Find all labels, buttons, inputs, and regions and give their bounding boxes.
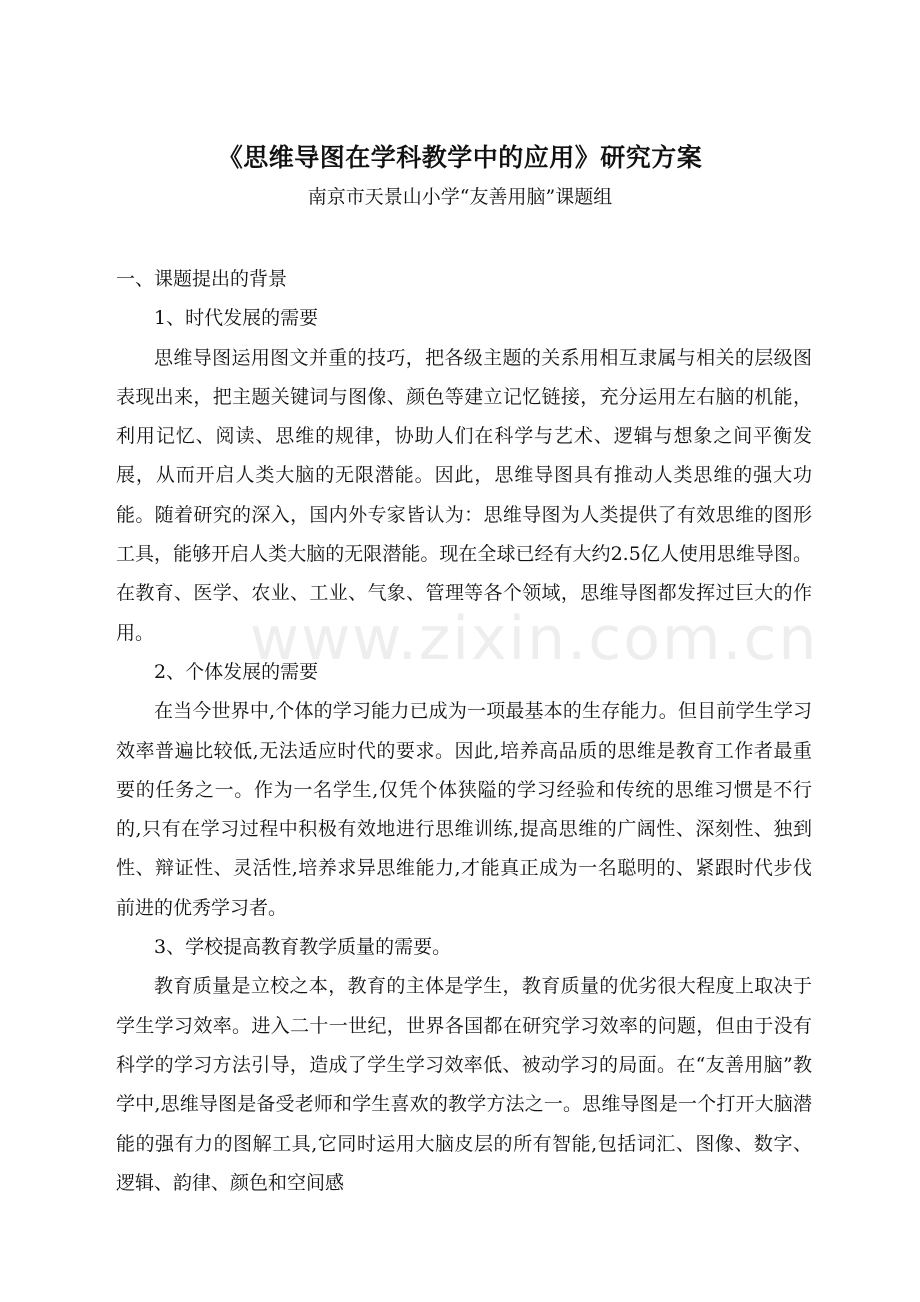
paragraph-school-quality: 教育质量是立校之本，教育的主体是学生，教育质量的优劣很大程度上取决于学生学习效率。进入二十一世纪，世界各国都在研究学习效率的问题，但由于没有科学的学习方法引导，造成了学生学习效率低、被动学习的局面。在“友善用脑”教学中,思维导图是备受老师和学生喜欢的教学方法之一。思维导图是一个打开大脑潜能的强有力的图解工具,它同时运用大脑皮层的所有智能,包括词汇、图像、数字、逻辑、韵律、颜色和空间感 (116, 975, 812, 1194)
document-subtitle: 南京市天景山小学“友善用脑”课题组 (307, 186, 613, 208)
document-title: 《思维导图在学科教学中的应用》研究方案 (217, 143, 703, 172)
watermark: www.zixin.com.cn (250, 604, 819, 674)
document-body (116, 260, 819, 1203)
section-heading: 一、课题提出的背景 (116, 268, 288, 290)
sub-heading-school-quality: 3、学校提高教育教学质量的需要。 (154, 936, 452, 959)
sub-heading-individual-development: 2、个体发展的需要 (154, 660, 319, 683)
sub-heading-era-development: 1、时代发展的需要 (154, 307, 319, 330)
paragraph-individual-development: 在当今世界中,个体的学习能力已成为一项最基本的生存能力。但目前学生学习效率普遍比较低,无法适应时代的要求。因此,培养高品质的思维是教育工作者最重要的任务之一。作为一名学生,仅凭个体狭隘的学习经验和传统的思维习惯是不行的,只有在学习过程中积极有效地进行思维训练,提高思维的广阔性、深刻性、独到性、辩证性、灵活性,培养求异思维能力,才能真正成为一名聪明的、紧跟时代步伐前进的优秀学习者。 (116, 700, 812, 919)
paragraph-era-development: 思维导图运用图文并重的技巧，把各级主题的关系用相互隶属与相关的层级图表现出来，把主题关键词与图像、颜色等建立记忆链接，充分运用左右脑的机能，利用记忆、阅读、思维的规律，协助人们在科学与艺术、逻辑与想象之间平衡发展，从而开启人类大脑的无限潜能。因此，思维导图具有推动人类思维的强大功能。随着研究的深入，国内外专家皆认为：思维导图为人类提供了有效思维的图形工具，能够开启人类大脑的无限潜能。现在全球已经有大约2.5亿人使用思维导图。在教育、医学、农业、工业、气象、管理等各个领域，思维导图都发挥过巨大的作用。 (116, 346, 812, 644)
